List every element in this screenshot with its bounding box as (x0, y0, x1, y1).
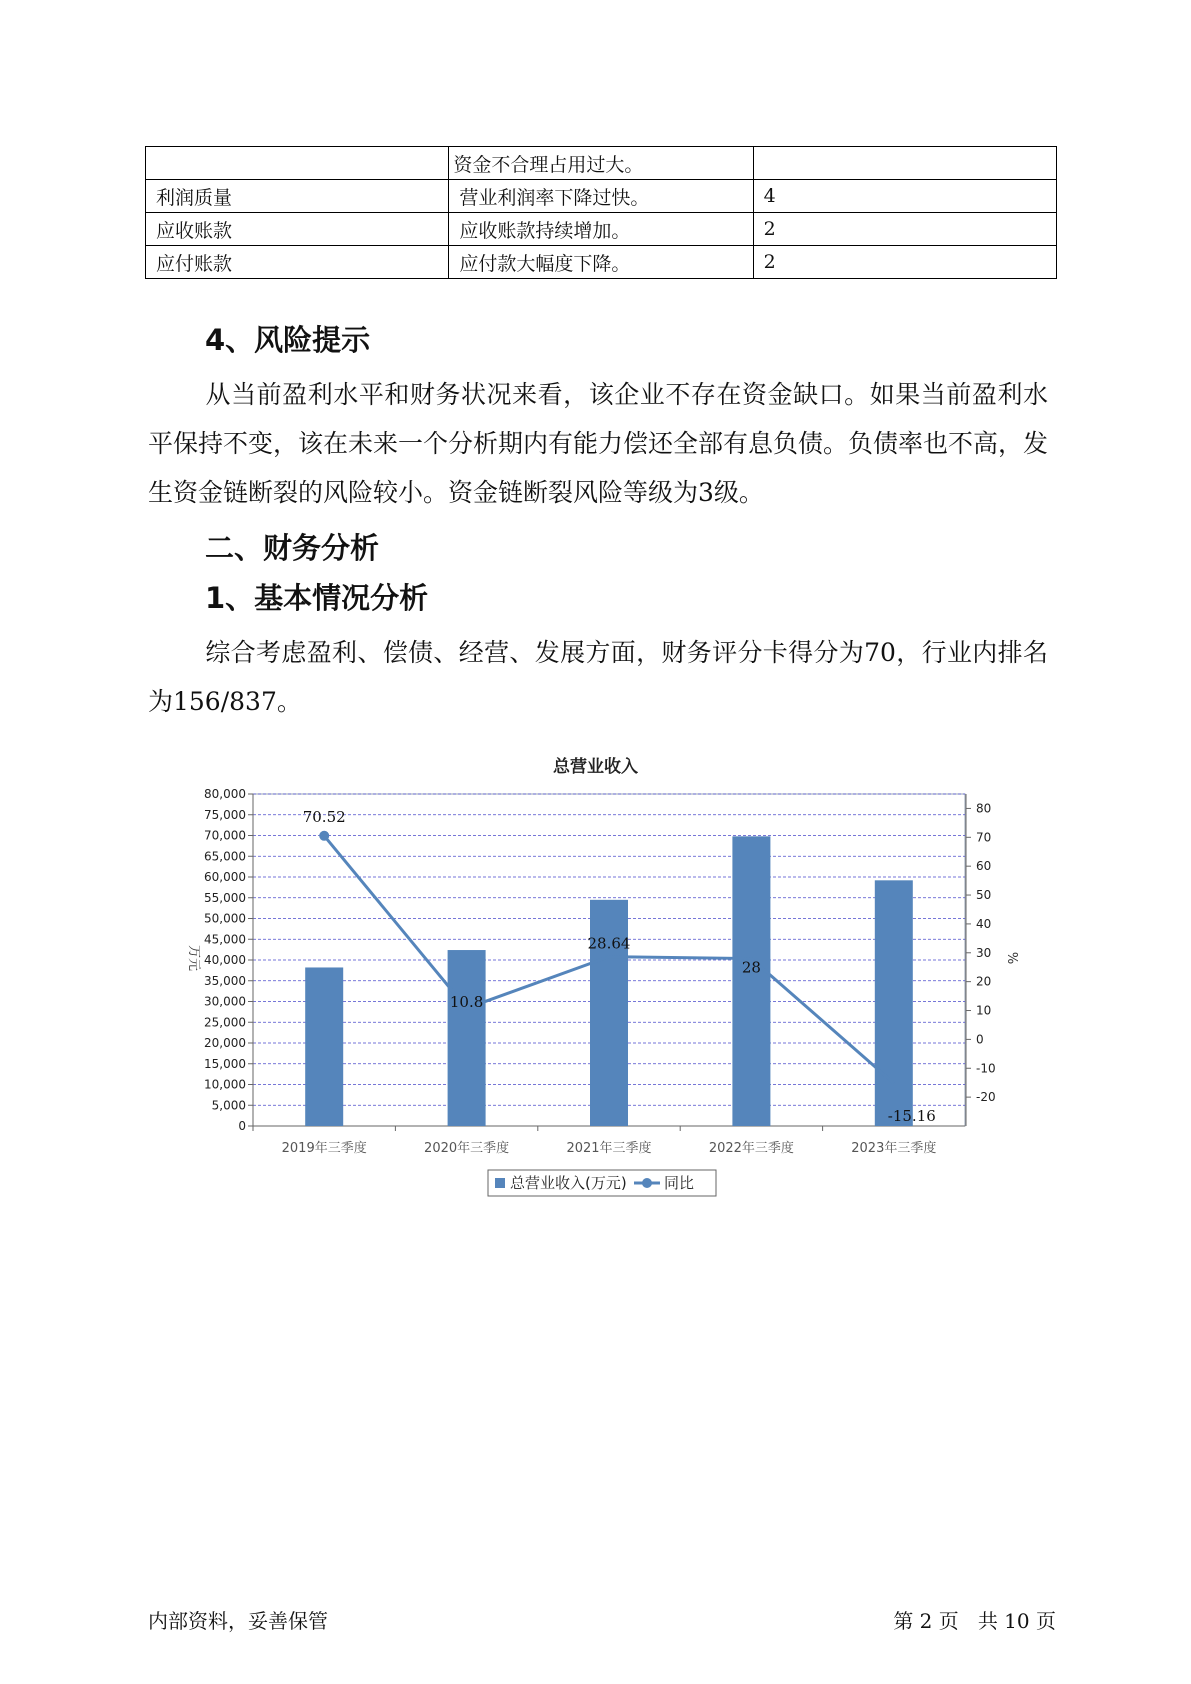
y-tick-label: 40,000 (204, 953, 246, 967)
x-tick-label: 2021年三季度 (566, 1141, 652, 1156)
data-label: -15.16 (887, 1107, 936, 1126)
table-cell-desc: 应付款大幅度下降。 (449, 246, 753, 279)
basic-analysis-paragraph-text: 综合考虑盈利、偿债、经营、发展方面，财务评分卡得分为70，行业内排名为156/837。 (148, 638, 1048, 716)
y-tick-label: 50,000 (204, 911, 246, 926)
y2-tick-label: -10 (976, 1061, 996, 1076)
y2-tick-label: 40 (976, 916, 992, 931)
y-tick-label: 10,000 (204, 1077, 246, 1092)
y-axis-label: 万元 (186, 944, 201, 972)
data-label: 10.8 (449, 993, 484, 1012)
x-tick-label: 2020年三季度 (424, 1141, 510, 1156)
y2-tick-label: 30 (976, 945, 992, 960)
y-tick-label: 65,000 (204, 849, 246, 864)
section-heading-risk: 4、风险提示 (205, 323, 371, 357)
table-cell-score: 2 (753, 213, 1056, 246)
y2-tick-label: 20 (976, 974, 992, 989)
table-cell-desc: 应收账款持续增加。 (449, 213, 753, 246)
legend-line-label: 同比 (664, 1174, 695, 1192)
data-label: 70.52 (302, 807, 346, 826)
x-tick-label: 2023年三季度 (851, 1141, 937, 1156)
footer-page-number: 第 2 页 共 10 页 (893, 1609, 1056, 1633)
yoy-point (319, 831, 329, 841)
chart-title: 总营业收入 (553, 757, 638, 777)
y-tick-label: 20,000 (204, 1036, 246, 1050)
x-tick-label: 2019年三季度 (281, 1141, 367, 1156)
y2-axis-label: % (1004, 951, 1019, 965)
bar (732, 836, 770, 1126)
y2-tick-label: 60 (976, 859, 992, 874)
table-cell-desc: 资金不合理占用过大。 (449, 147, 753, 180)
table-cell-item: 利润质量 (146, 180, 449, 213)
legend-bar-swatch (495, 1178, 505, 1188)
y-tick-label: 55,000 (204, 890, 246, 905)
y-tick-label: 80,000 (204, 787, 246, 801)
table-cell-score: 2 (753, 246, 1056, 279)
bar (305, 967, 343, 1126)
legend-line-marker (642, 1178, 652, 1188)
table-cell-item: 应收账款 (146, 213, 449, 246)
table-cell-desc: 营业利润率下降过快。 (449, 180, 753, 213)
x-tick-label: 2022年三季度 (708, 1141, 794, 1156)
y-tick-label: 5,000 (211, 1098, 246, 1113)
y-tick-label: 30,000 (204, 994, 246, 1009)
y-tick-label: 75,000 (204, 807, 246, 822)
y-tick-label: 60,000 (204, 870, 246, 884)
section-heading-financial-analysis: 二、财务分析 (205, 531, 380, 565)
bar (875, 880, 913, 1126)
bar (448, 950, 486, 1126)
table-cell-score: 4 (753, 180, 1056, 213)
y-tick-label: 15,000 (204, 1056, 246, 1071)
y2-tick-label: 80 (976, 801, 992, 816)
y2-tick-label: -20 (976, 1090, 996, 1105)
legend-bar-label: 总营业收入(万元) (510, 1174, 627, 1192)
y2-tick-label: 0 (976, 1032, 984, 1047)
y-tick-label: 0 (238, 1119, 246, 1133)
sub-heading-basic-analysis: 1、基本情况分析 (205, 581, 429, 615)
y-tick-label: 45,000 (204, 932, 246, 947)
y2-tick-label: 50 (976, 888, 992, 903)
table-cell-item: 应付账款 (146, 246, 449, 279)
y2-tick-label: 70 (976, 830, 992, 845)
y-tick-label: 35,000 (204, 973, 246, 988)
y2-tick-label: 10 (976, 1003, 992, 1018)
y-tick-label: 25,000 (204, 1015, 246, 1030)
data-label: 28 (741, 958, 761, 977)
risk-paragraph-text: 从当前盈利水平和财务状况来看，该企业不存在资金缺口。如果当前盈利水平保持不变，该在未来一个分析期内有能力偿还全部有息负债。负债率也不高，发生资金链断裂的风险较小。资金链断裂风险等级为3级。 (148, 380, 1049, 507)
data-label: 28.64 (587, 934, 631, 953)
y-tick-label: 70,000 (204, 828, 246, 843)
footer-left: 内部资料，妥善保管 (148, 1609, 328, 1633)
